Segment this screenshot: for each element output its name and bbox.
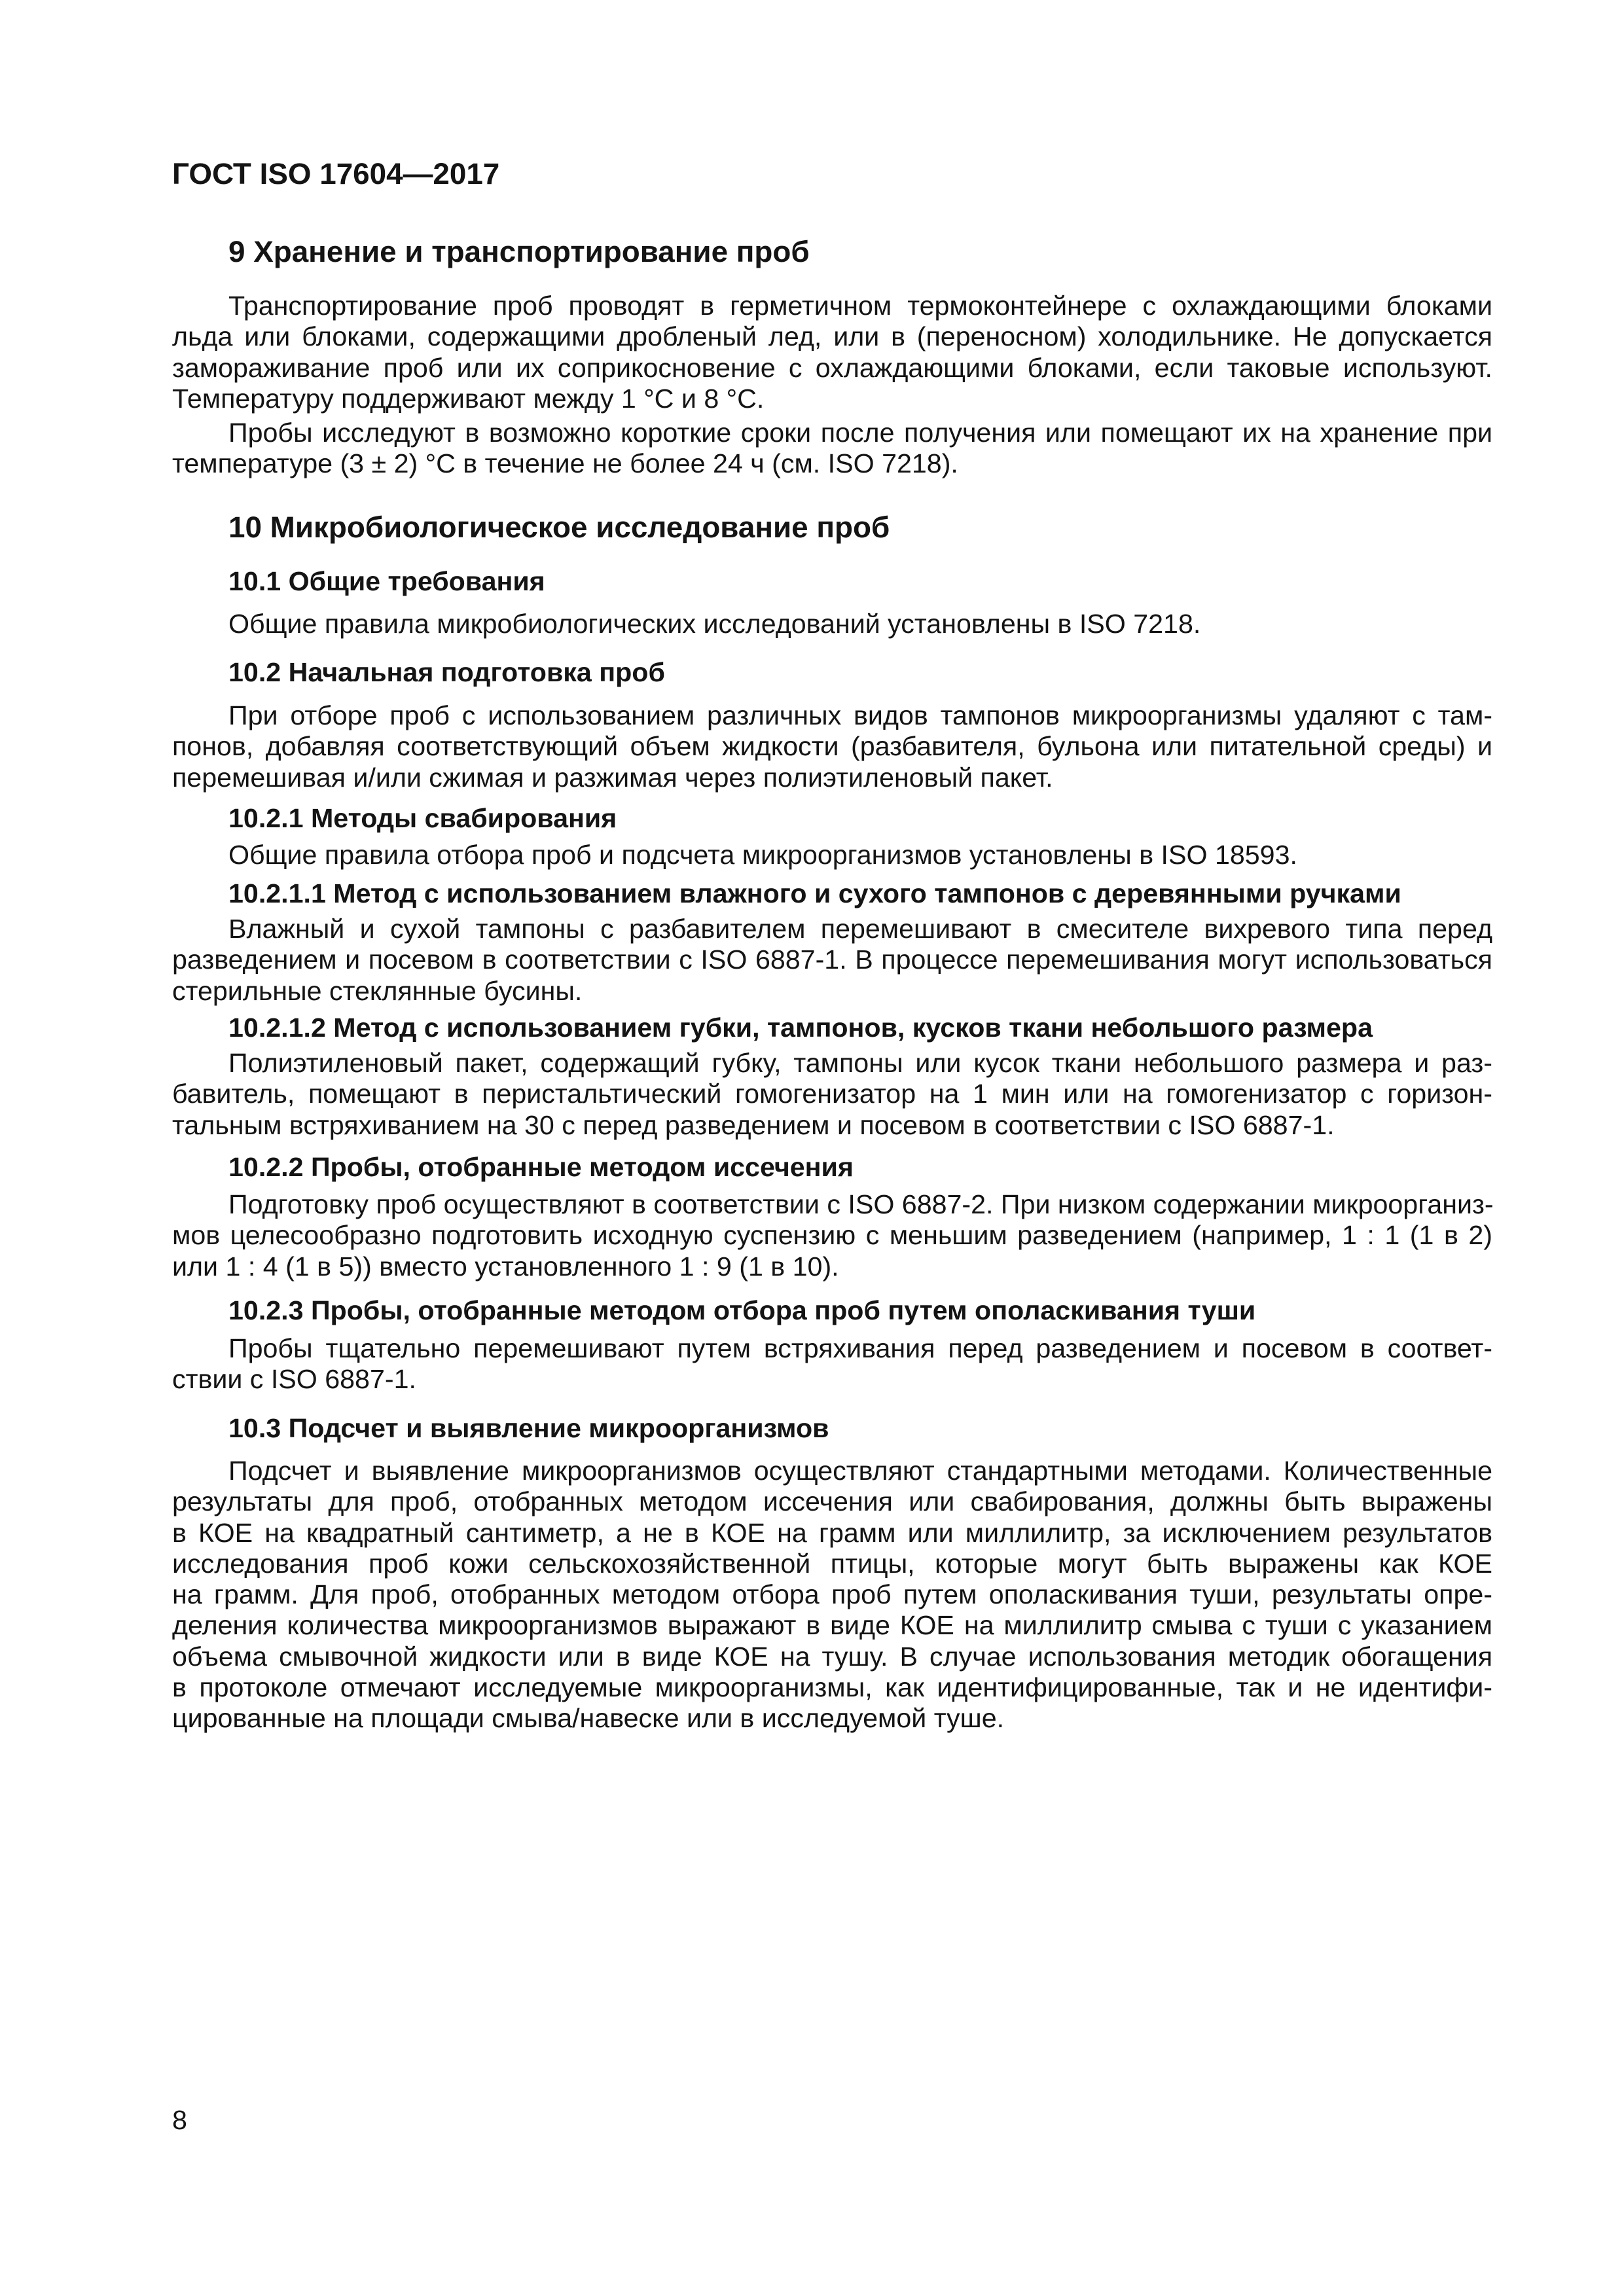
subsection-heading-10-2-1: 10.2.1 Методы свабирования [228,803,617,833]
text-line: Пробы тщательно перемешивают путем встряхивания перед разведением и посевом в соответ- [228,1333,1492,1363]
subsection-10-3-paragraph [172,1456,1492,1734]
text-line: в КОЕ на квадратный сантиметр, а не в КОЕ на грамм или миллилитр, за исключением результатов [172,1517,1492,1548]
subsection-10-2-1-paragraph [172,840,1492,870]
text-line: температуре (3 ± 2) °С в течение не более 24 ч (см. ISO 7218). [172,448,958,479]
text-line: Полиэтиленовый пакет, содержащий губку, тампоны или кусок ткани небольшого размера и раз- [228,1048,1492,1078]
text-line: бавитель, помещают в перистальтический гомогенизатор на 1 мин или на гомогенизатор с горизон- [172,1079,1492,1109]
subsection-10-2-paragraph [172,700,1492,793]
text-line: деления количества микроорганизмов выражают в виде КОЕ на миллилитр смыва с туши с указанием [172,1610,1492,1641]
text-line: тальным встряхиванием на 30 с перед разведением и посевом в соответствии с ISO 6887-1. [172,1109,1335,1140]
subsection-heading-10-2-3: 10.2.3 Пробы, отобранные методом отбора проб путем ополаскивания туши [228,1295,1256,1325]
text-line: на грамм. Для проб, отобранных методом отбора проб путем ополаскивания туши, результаты опре- [172,1579,1492,1609]
text-line: Подготовку проб осуществляют в соответствии с ISO 6887-2. При низком содержании микроорганиз- [228,1189,1494,1219]
subsection-10-2-2-paragraph [172,1189,1492,1282]
text-line: При отборе проб с использованием различных видов тампонов микроорганизмы удаляют с там- [228,700,1492,730]
text-line: мов целесообразно подготовить исходную суспензию с меньшим разведением (например, 1 : 1 (1 в 2) [172,1220,1492,1251]
text-line: Температуру поддерживают между 1 °С и 8 °С. [172,383,765,414]
text-line: в протоколе отмечают исследуемые микроорганизмы, как идентифицированные, так и не идентифи- [172,1672,1492,1702]
text-line: Общие правила отбора проб и подсчета микроорганизмов установлены в ISO 18593. [228,840,1297,870]
subsection-10-2-1-1-paragraph [172,914,1492,1007]
subsection-heading-10-3: 10.3 Подсчет и выявление микроорганизмов [228,1413,829,1443]
text-line: или 1 : 4 (1 в 5)) вместо установленного 1 : 9 (1 в 10). [172,1251,839,1282]
subsection-10-2-3-paragraph [172,1333,1492,1395]
section-9-paragraph-1 [172,291,1492,414]
text-line: льда или блоками, содержащими дробленый лед, или в (переносном) холодильнике. Не допускается [172,321,1492,352]
text-line: ствии с ISO 6887-1. [172,1364,416,1395]
subsection-heading-10-2-2: 10.2.2 Пробы, отобранные методом иссечения [228,1152,854,1182]
text-line: Влажный и сухой тампоны с разбавителем перемешивают в смесителе вихревого типа перед [228,914,1492,944]
text-line: понов, добавляя соответствующий объем жидкости (разбавителя, бульона или питательной среды) и [172,731,1492,762]
page-number: 8 [172,2105,187,2135]
text-line: Общие правила микробиологических исследований установлены в ISO 7218. [228,609,1201,639]
subsection-10-2-1-2-paragraph [172,1048,1492,1141]
text-line: Пробы исследуют в возможно короткие сроки после получения или помещают их на хранение при [228,418,1492,448]
subsection-heading-10-1: 10.1 Общие требования [228,566,545,596]
running-header: ГОСТ ISO 17604—2017 [172,157,500,190]
text-line: Подсчет и выявление микроорганизмов осуществляют стандартными методами. Количественные [228,1456,1492,1486]
subsection-heading-10-2: 10.2 Начальная подготовка проб [228,657,665,687]
text-line: исследования проб кожи сельскохозяйственной птицы, которые могут быть выражены как КОЕ [172,1548,1492,1579]
text-line: разведением и посевом в соответствии с ISO 6887-1. В процессе перемешивания могут использоваться [172,944,1492,975]
text-line: перемешивая и/или сжимая и разжимая через полиэтиленовый пакет. [172,762,1053,793]
section-heading-9: 9 Хранение и транспортирование проб [228,235,810,268]
section-heading-10: 10 Микробиологическое исследование проб [228,511,890,544]
section-9-paragraph-2 [172,418,1492,480]
subsection-heading-10-2-1-2: 10.2.1.2 Метод с использованием губки, тампонов, кусков ткани небольшого размера [228,1013,1373,1043]
subsection-10-1-paragraph [172,609,1492,639]
text-line: стерильные стеклянные бусины. [172,975,583,1006]
text-line: цированные на площади смыва/навеске или в исследуемой туше. [172,1703,1005,1733]
text-line: результаты для проб, отобранных методом иссечения или свабирования, должны быть выражены [172,1486,1492,1517]
subsection-heading-10-2-1-1: 10.2.1.1 Метод с использованием влажного и сухого тампонов с деревянными ручками [228,878,1401,908]
text-line: объема смывочной жидкости или в виде КОЕ на тушу. В случае использования методик обогащения [172,1641,1492,1672]
text-line: замораживание проб или их соприкосновение с охлаждающими блоками, если таковые используют. [172,352,1492,383]
text-line: Транспортирование проб проводят в герметичном термоконтейнере с охлаждающими блоками [228,291,1492,321]
